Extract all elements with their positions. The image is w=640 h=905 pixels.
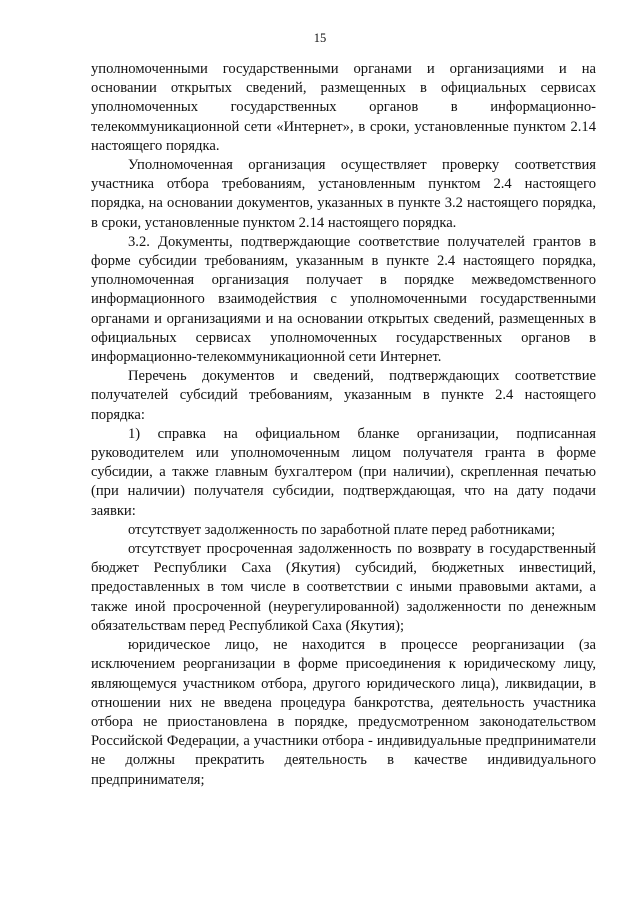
list-item: отсутствует просроченная задолженность по возврату в государственный бюджет Республики Саха (Якутия) субсидий, бюджетных инвестиций, предоставленных в том числе в соответствии с иными правовыми актами, а также иной просроченной (неурегулированной) задолженности по денежным обязательствам перед Республикой Саха (Якутия); — [91, 541, 596, 634]
page-number: 15 — [313, 31, 327, 45]
list-item: юридическое лицо, не находится в процессе реорганизации (за исключением реорганизации в форме присоединения к юридическому лицу, являющемуся участником отбора, другого юридического лица), ликвидации, в отношении них не введена процедура банкротства, деятельность участника отбора не приостановлена в порядке, предусмотренном законодательством Российской Федерации, а участники отбора - индивидуальные предприниматели не должны прекратить деятельность в качестве индивидуального предпринимателя; — [91, 637, 596, 788]
document-body — [91, 60, 596, 790]
paragraph: Уполномоченная организация осуществляет проверку соответствия участника отбора требованиям, установленным пунктом 2.4 настоящего порядка, на основании документов, указанных в пункте 3.2 настоящего порядка, в сроки, установленные пунктом 2.14 настоящего порядка. — [91, 157, 596, 231]
paragraph: уполномоченными государственными органами и организациями и на основании открытых сведений, размещенных в официальных сервисах уполномоченных государственных органов в информационно-телекоммуникационной сети «Интернет», в сроки, установленные пунктом 2.14 настоящего порядка. — [91, 61, 596, 154]
list-item: отсутствует задолженность по заработной плате перед работниками; — [128, 521, 556, 538]
paragraph: Перечень документов и сведений, подтверждающих соответствие получателей субсидий требованиям, указанным в пункте 2.4 настоящего порядка: — [91, 368, 596, 423]
list-item: 1) справка на официальном бланке организации, подписанная руководителем или уполномоченным лицом получателя гранта в форме субсидии, а также главным бухгалтером (при наличии), скрепленная печатью (при наличии) получателя субсидии, подтверждающая, что на дату подачи заявки: — [91, 425, 596, 519]
paragraph: 3.2. Документы, подтверждающие соответствие получателей грантов в форме субсидии требованиям, указанным в пункте 2.4 настоящего порядка, уполномоченная организация получает в порядке межведомственного информационного взаимодействия с уполномоченными государственными органами и организациями и на основании открытых сведений, размещенных в официальных сервисах уполномоченных государственных органов в информационно-телекоммуникационной сети Интернет. — [91, 233, 596, 366]
